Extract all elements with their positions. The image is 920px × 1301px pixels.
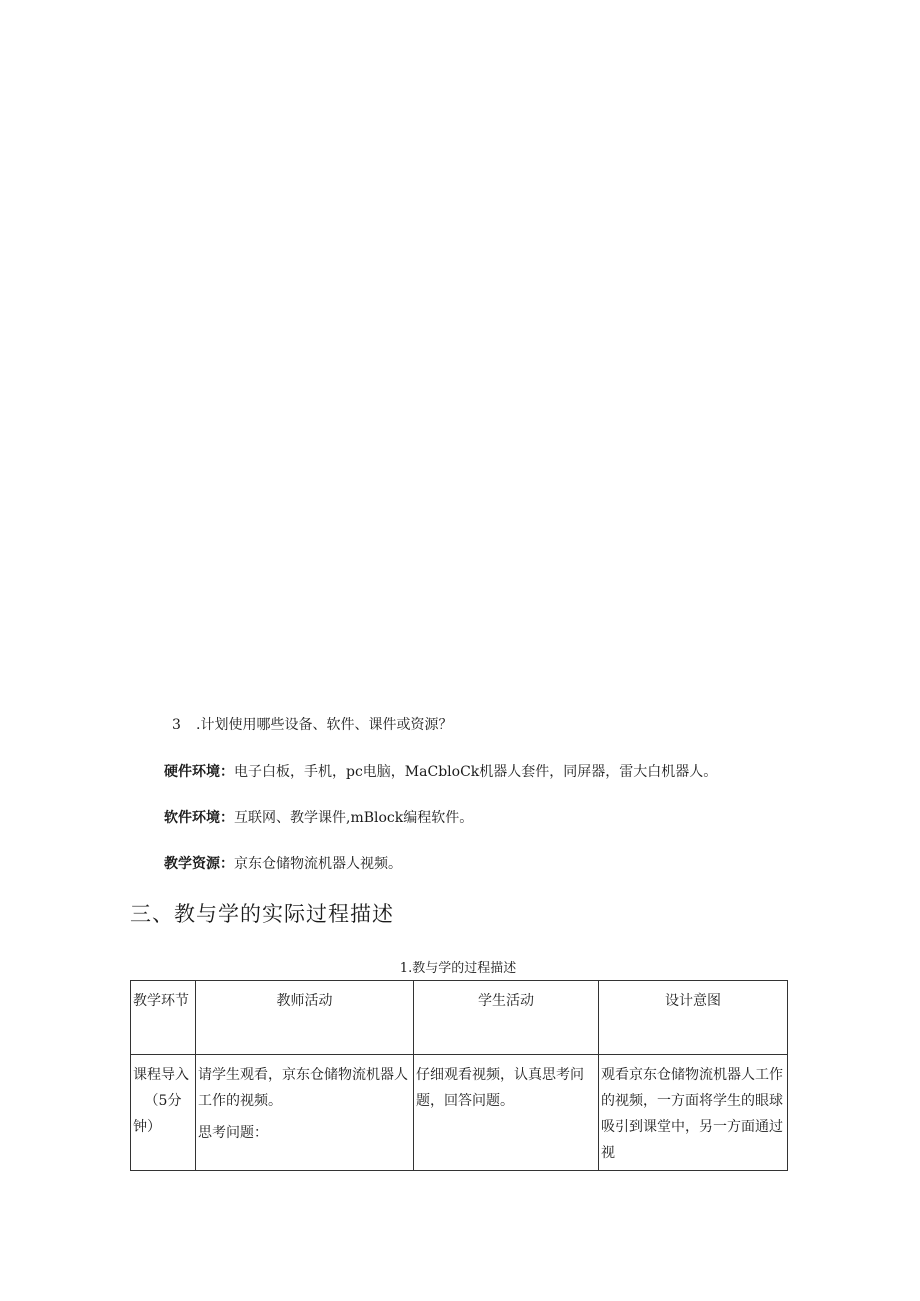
cell-student: 仔细观看视频，认真思考问题，回答问题。 (414, 1055, 599, 1171)
hardware-label: 硬件环境： (164, 764, 234, 780)
header-teacher: 教师活动 (196, 981, 414, 1055)
process-table (130, 980, 788, 1171)
table-caption: 1.教与学的过程描述 (399, 961, 517, 976)
section-heading: 三、教与学的实际过程描述 (130, 902, 394, 926)
cell-stage (131, 1055, 196, 1171)
cell-teacher (196, 1055, 414, 1171)
teacher-paragraph: 请学生观看，京东仓储物流机器人工作的视频。 (198, 1067, 408, 1109)
question-text: .计划使用哪些设备、软件、课件或资源？ (196, 717, 453, 733)
stage-line: 课程导入 (133, 1067, 189, 1083)
teacher-paragraph: 思考问题： (198, 1125, 268, 1141)
software-text: 互联网、教学课件,mBlock编程软件。 (234, 810, 474, 826)
table-row (131, 1055, 788, 1171)
hardware-text: 电子白板，手机，pc电脑，MaCbloCk机器人套件，同屏器，雷大白机器人。 (234, 764, 718, 780)
question-3 (172, 715, 452, 735)
cell-intent: 观看京东仓储物流机器人工作的视频，一方面将学生的眼球吸引到课堂中，另一方面通过视 (599, 1055, 788, 1171)
stage-line: （5分 (144, 1093, 182, 1109)
header-intent: 设计意图 (599, 981, 788, 1055)
resources-label: 教学资源： (164, 856, 234, 872)
resources-text: 京东仓储物流机器人视频。 (234, 856, 402, 872)
table-header-row (131, 981, 788, 1055)
header-stage: 教学环节 (131, 981, 196, 1055)
software-label: 软件环境： (164, 810, 234, 826)
hardware-environment (164, 762, 717, 782)
teaching-resources (164, 854, 402, 874)
header-student: 学生活动 (414, 981, 599, 1055)
software-environment (164, 808, 473, 828)
question-number: 3 (172, 717, 181, 733)
stage-line: 钟） (133, 1119, 161, 1135)
